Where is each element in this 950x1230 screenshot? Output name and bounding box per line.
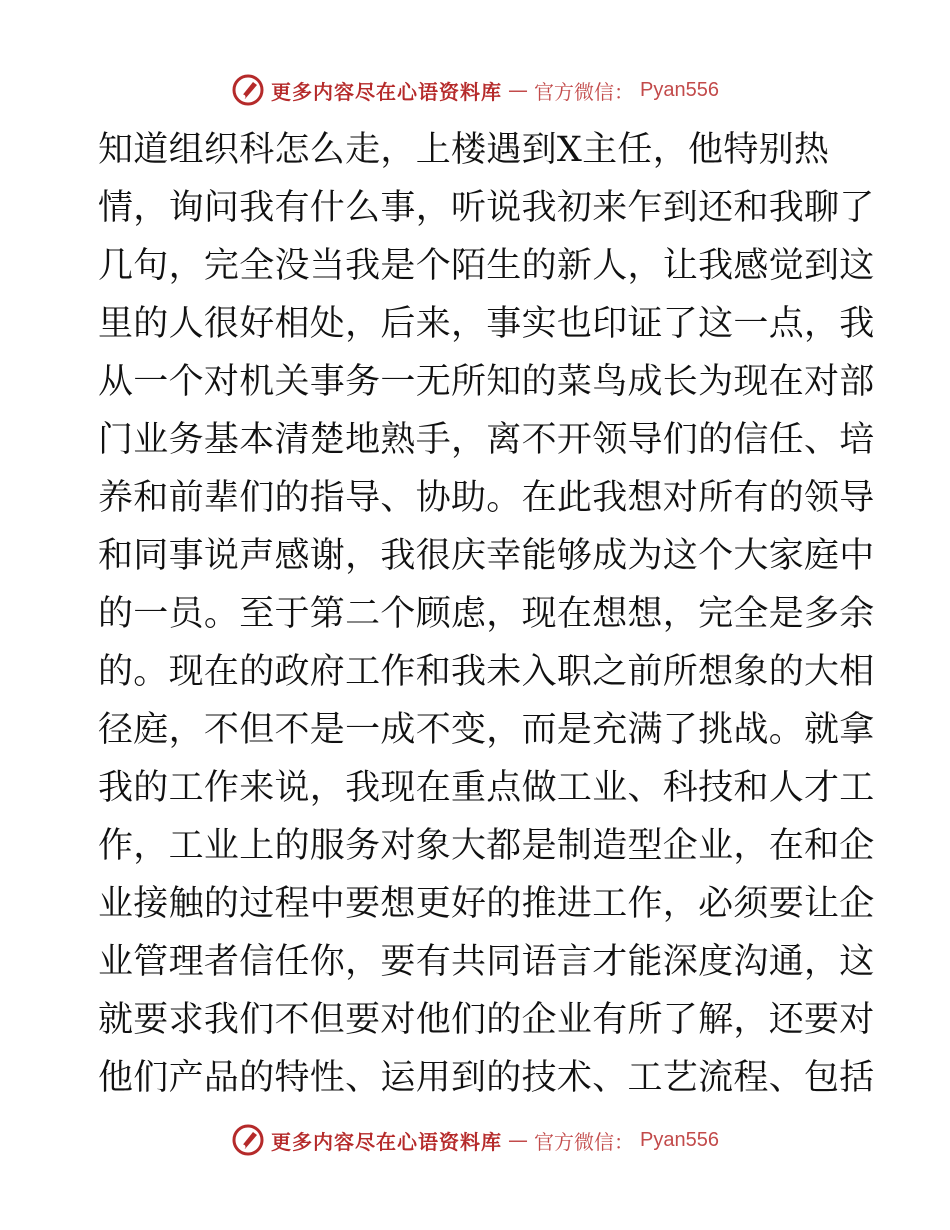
footer-wechat-id: Pyan556 [640,1128,719,1151]
body-line: 业管理者信任你，要有共同语言才能深度沟通，这 [98,942,875,982]
body-line: 的一员。至于第二个顾虑，现在想想，完全是多余 [98,594,875,634]
footer-banner-dash: — [508,1128,529,1152]
header-wechat-id: Pyan556 [640,78,719,101]
body-line: 知道组织科怎么走，上楼遇到X主任，他特别热 [98,130,830,170]
body-line: 的。现在的政府工作和我未入职之前所想象的大相 [98,652,875,692]
body-line: 业接触的过程中要想更好的推进工作，必须要让企 [98,884,875,924]
pen-circle-logo-icon [231,73,265,107]
body-line: 和同事说声感谢，我很庆幸能够成为这个大家庭中 [98,536,875,576]
header-banner-dash: — [508,78,529,102]
footer-banner-text: 更多内容尽在心语资料库 [271,1129,503,1154]
body-line: 里的人很好相处，后来，事实也印证了这一点，我 [98,304,875,344]
body-line: 养和前辈们的指导、协助。在此我想对所有的领导 [98,478,875,518]
body-line: 几句，完全没当我是个陌生的新人，让我感觉到这 [98,246,875,286]
body-line: 门业务基本清楚地熟手，离不开领导们的信任、培 [98,420,875,460]
header-official-label: 官方微信： [534,79,635,104]
footer-official-label: 官方微信： [534,1129,635,1154]
body-line: 从一个对机关事务一无所知的菜鸟成长为现在对部 [98,362,875,402]
body-line: 作，工业上的服务对象大都是制造型企业，在和企 [98,826,875,866]
pen-circle-logo-icon [231,1123,265,1157]
header-banner [0,70,950,110]
document-body [98,121,875,1107]
body-line: 他们产品的特性、运用到的技术、工艺流程、包括 [98,1058,875,1098]
body-line: 径庭，不但不是一成不变，而是充满了挑战。就拿 [98,710,875,750]
footer-banner [0,1120,950,1160]
body-line: 情，询问我有什么事，听说我初来乍到还和我聊了 [98,188,875,228]
body-line: 就要求我们不但要对他们的企业有所了解，还要对 [98,1000,875,1040]
header-banner-text: 更多内容尽在心语资料库 [271,79,503,104]
body-line: 我的工作来说，我现在重点做工业、科技和人才工 [98,768,875,808]
